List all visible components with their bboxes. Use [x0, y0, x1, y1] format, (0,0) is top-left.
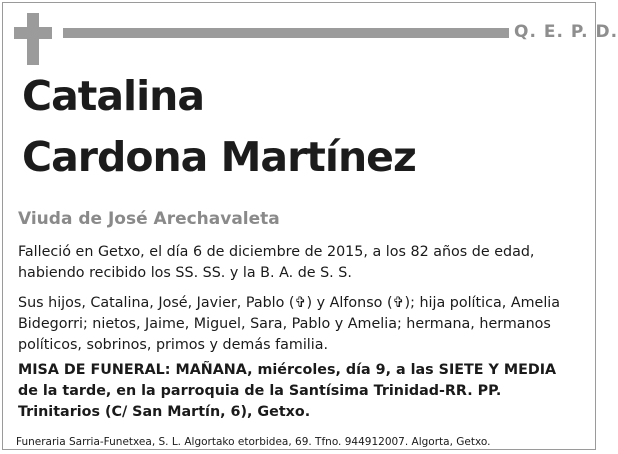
family-paragraph: Sus hijos, Catalina, José, Javier, Pablo (✞) y Alfonso (✞); hija política, Amelia Bidegorri; nietos, Jaime, Miguel, Sara, Pablo y Amelia; hermana, hermanos políticos, sobrinos, primos y demás familia.: [18, 295, 561, 353]
deceased-surnames: Cardona Martínez: [22, 133, 416, 181]
qepd-label: Q. E. P. D.: [514, 22, 618, 42]
cross-horizontal-bar: [14, 27, 52, 39]
deceased-first-name: Catalina: [22, 72, 204, 120]
header-rule: [63, 28, 509, 38]
funeral-mass-paragraph: MISA DE FUNERAL: MAÑANA, miércoles, día 9, a las SIETE Y MEDIA de la tarde, en la parroquia de la Santísima Trinidad-RR. PP. Trinitarios (C/ San Martín, 6), Getxo.: [18, 362, 557, 420]
cross-vertical-bar: [27, 13, 39, 65]
obituary-card: [2, 2, 618, 450]
widow-subtitle: Viuda de José Arechavaleta: [18, 209, 280, 229]
funeral-home-footer: Funeraria Sarria-Funetxea, S. L. Algortako etorbidea, 69. Tfno. 944912007. Algorta, Getxo.: [16, 436, 491, 448]
death-notice-paragraph: Falleció en Getxo, el día 6 de diciembre de 2015, a los 82 años de edad, habiendo recibido los SS. SS. y la B. A. de S. S.: [18, 244, 535, 281]
